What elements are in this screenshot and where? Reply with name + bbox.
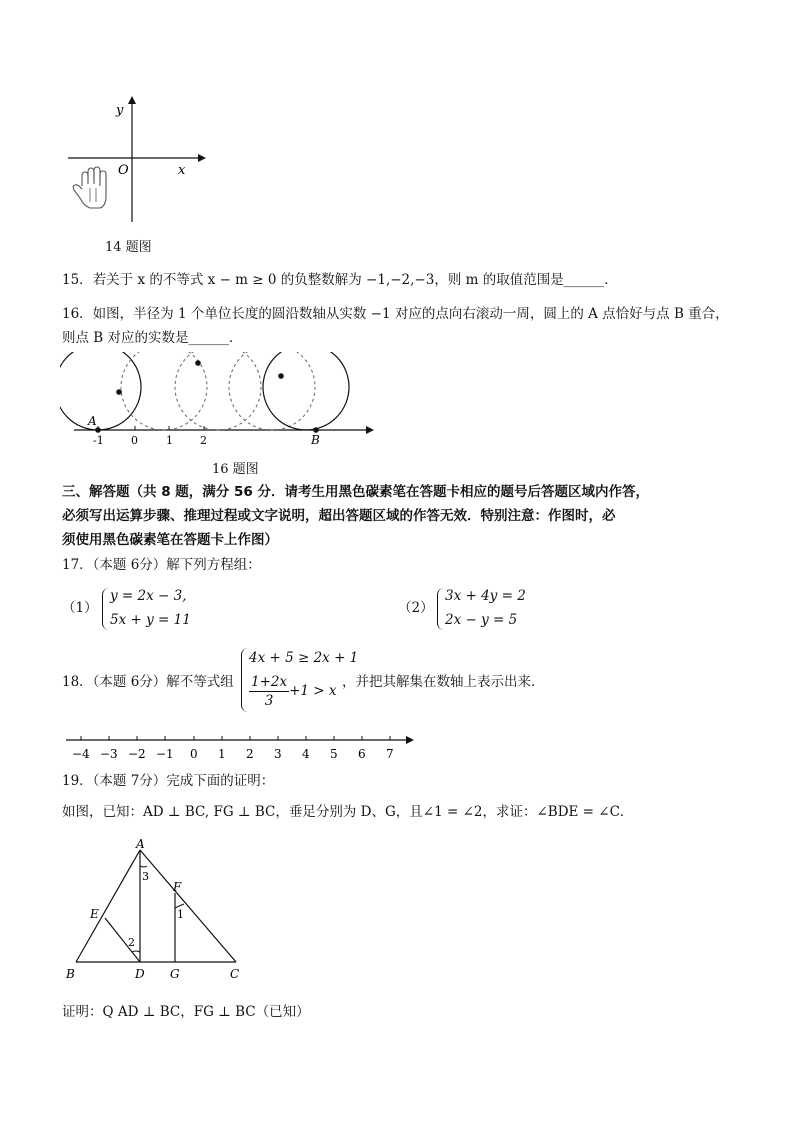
question-19-statement: 如图，已知：AD ⊥ BC, FG ⊥ BC，垂足分别为 D、G，且∠1 = ∠2，求证：∠BDE = ∠C． <box>62 804 634 820</box>
tick-label: 2 <box>200 434 207 447</box>
question-18-suffix: ，并把其解集在数轴上表示出来． <box>342 674 545 690</box>
vertex-f-label: F <box>173 880 182 894</box>
y-axis-label: y <box>116 103 124 118</box>
circle-dashed-3 <box>229 352 315 430</box>
tick-label: 7 <box>386 747 394 761</box>
number-line-18-arrow <box>406 736 414 744</box>
tick-label: 6 <box>358 747 366 761</box>
vertex-a-label: A <box>136 838 145 851</box>
angle-3-label: 3 <box>142 870 149 883</box>
point-b <box>313 427 319 433</box>
number-line-18 <box>64 730 424 766</box>
q18-fraction <box>249 673 289 710</box>
tick-label: −2 <box>128 747 146 761</box>
circle-start <box>60 352 141 430</box>
number-line-16-arrow <box>366 426 374 434</box>
q17-part-1-eq-2: 5x + y = 11 <box>110 612 191 628</box>
y-axis-arrow <box>128 96 136 104</box>
angle-2-label: 2 <box>128 936 135 949</box>
tick-label: 1 <box>166 434 173 447</box>
circle-dashed-2 <box>175 352 261 430</box>
x-axis-arrow <box>198 154 206 162</box>
tick-label: 4 <box>302 747 310 761</box>
q18-fraction-denominator: 3 <box>264 693 274 709</box>
tick-label: 5 <box>330 747 338 761</box>
q18-fraction-numerator: 1+2x <box>251 674 288 690</box>
point-on-circle-1 <box>116 389 122 395</box>
q18-eq-2 <box>249 673 337 710</box>
section-3-heading-line-2: 必须写出运算步骤、推理过程或文字说明，超出答题区域的作答无效．特别注意：作图时，必 <box>62 508 616 524</box>
question-19-proof: 证明：Q AD ⊥ BC，FG ⊥ BC（已知） <box>62 1004 310 1020</box>
tick-label: 1 <box>218 747 226 761</box>
vertex-g-label: G <box>170 967 180 981</box>
q17-part-2-brace <box>437 588 444 630</box>
hand-icon <box>73 167 106 208</box>
point-b-label: B <box>311 433 320 447</box>
tick-label: 0 <box>131 434 138 447</box>
q17-part-2-eq-1: 3x + 4y = 2 <box>445 588 526 604</box>
tick-label: 3 <box>274 747 282 761</box>
q17-part-1-label: （1） <box>62 600 98 616</box>
angle-3-arc <box>140 866 147 867</box>
tick-label: 0 <box>190 747 198 761</box>
angle-2-arc <box>132 951 140 952</box>
vertex-d-label: D <box>135 967 145 981</box>
q17-part-2-label: （2） <box>398 600 434 616</box>
tick-label: −4 <box>72 747 90 761</box>
point-on-circle-2 <box>195 360 201 366</box>
section-3-heading-line-1: 三、解答题（共 8 题，满分 56 分．请考生用黑色碳素笔在答题卡相应的题号后答题区域内作答， <box>62 484 649 500</box>
q17-part-1-eq-1: y = 2x − 3, <box>110 588 187 604</box>
segment-ac <box>140 850 236 962</box>
origin-label: O <box>118 163 129 178</box>
question-19-title: 19．（本题 7分）完成下面的证明： <box>62 773 275 789</box>
figure-14 <box>60 92 220 232</box>
vertex-e-label: E <box>90 907 99 921</box>
q17-part-1-brace <box>102 588 109 630</box>
figure-16 <box>60 352 380 452</box>
angle-1-label: 1 <box>177 908 184 921</box>
tick-label: 2 <box>246 747 254 761</box>
question-18-prefix: 18．（本题 6分）解不等式组 <box>62 674 234 690</box>
question-17-title: 17．（本题 6分）解下列方程组： <box>62 557 261 573</box>
question-16-line-2: 则点 B 对应的实数是______． <box>62 330 243 346</box>
q18-eq-2-rest: +1 > x <box>289 683 337 699</box>
q18-eq-1: 4x + 5 ≥ 2x + 1 <box>249 650 359 666</box>
tick-label: -1 <box>93 434 104 447</box>
vertex-c-label: C <box>230 967 240 981</box>
figure-16-caption: 16 题图 <box>212 462 259 477</box>
question-15: 15．若关于 x 的不等式 x − m ≥ 0 的负整数解为 −1,−2,−3，则 m 的取值范围是______． <box>62 272 618 288</box>
point-a-label: A <box>88 414 97 428</box>
vertex-b-label: B <box>66 967 75 981</box>
tick-label: −1 <box>156 747 174 761</box>
x-axis-label: x <box>178 163 186 178</box>
q18-brace <box>241 648 248 712</box>
point-on-circle-3 <box>278 373 284 379</box>
circle-end <box>263 352 349 430</box>
figure-19 <box>60 838 250 988</box>
section-3-heading-line-3: 须使用黑色碳素笔在答题卡上作图） <box>62 532 278 548</box>
q17-part-2-eq-2: 2x − y = 5 <box>445 612 518 628</box>
figure-14-caption: 14 题图 <box>105 240 152 255</box>
tick-label: −3 <box>100 747 118 761</box>
question-16-line-1: 16．如图，半径为 1 个单位长度的圆沿数轴从实数 −1 对应的点向右滚动一周，圆上的 A 点恰好与点 B 重合， <box>62 306 729 322</box>
